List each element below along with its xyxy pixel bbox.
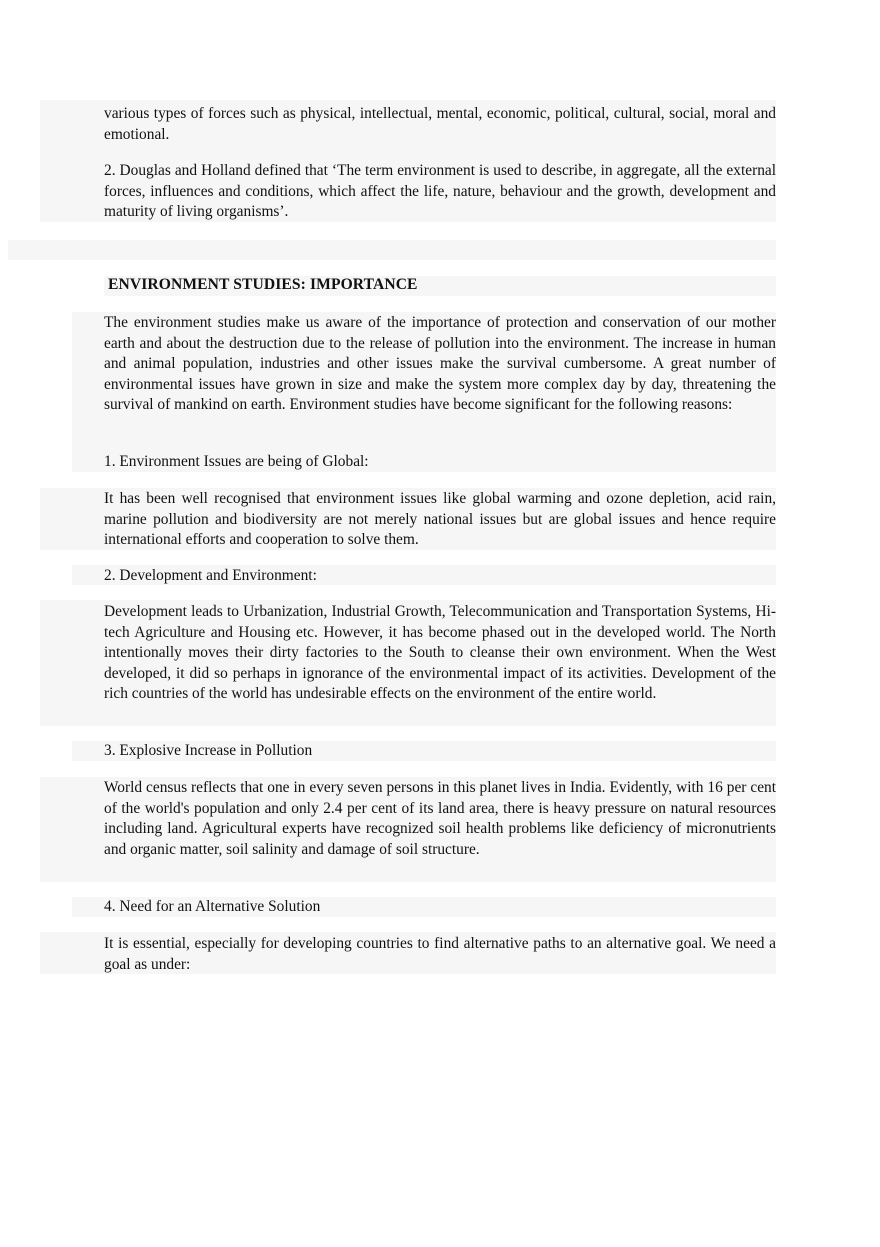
definition-paragraph: 2. Douglas and Holland defined that ‘The term environment is used to describe, in aggregate, all the external forces, influences and conditions, which affect the life, nature, behaviour and the growth, development and maturity of living organisms’.	[104, 162, 776, 220]
reason-body: It is essential, especially for developing countries to find alternative paths to an alternative goal. We need a goal as under:	[104, 935, 776, 973]
intro-continued-paragraph: various types of forces such as physical, intellectual, mental, economic, political, cultural, social, moral and emotional.	[104, 105, 776, 143]
section-heading: ENVIRONMENT STUDIES: IMPORTANCE	[108, 276, 418, 293]
section-intro-paragraph: The environment studies make us aware of the importance of protection and conservation of our mother earth and about the destruction due to the release of pollution into the environment. The increase in human and animal population, industries and other issues make the survival cumbersome. A great number of environmental issues have grown in size and make the system more complex day by day, threatening the survival of mankind on earth. Environment studies have become significant for the following reasons:	[104, 314, 776, 413]
reason-body: World census reflects that one in every seven persons in this planet lives in India. Evidently, with 16 per cent of the world's population and only 2.4 per cent of its land area, there is heavy pressure on natural resources including land. Agricultural experts have recognized soil health problems like deficiency of micronutrients and organic matter, soil salinity and damage of soil structure.	[104, 779, 776, 858]
reason-body: Development leads to Urbanization, Industrial Growth, Telecommunication and Transportation Systems, Hi-tech Agriculture and Housing etc. However, it has become phased out in the developed world. The North intentionally moves their dirty factories to the South to cleanse their own environment. When the West developed, it did so perhaps in ignorance of the environmental impact of its activities. Development of the rich countries of the world has undesirable effects on the environment of the entire world.	[104, 603, 776, 702]
reason-title: 1. Environment Issues are being of Global:	[104, 453, 369, 470]
reason-body: It has been well recognised that environment issues like global warming and ozone depletion, acid rain, marine pollution and biodiversity are not merely national issues but are global issues and hence require international efforts and cooperation to solve them.	[104, 490, 776, 548]
reason-title: 4. Need for an Alternative Solution	[104, 898, 321, 915]
reason-title: 2. Development and Environment:	[104, 567, 317, 584]
reason-title: 3. Explosive Increase in Pollution	[104, 742, 313, 759]
shade-band	[8, 240, 776, 260]
